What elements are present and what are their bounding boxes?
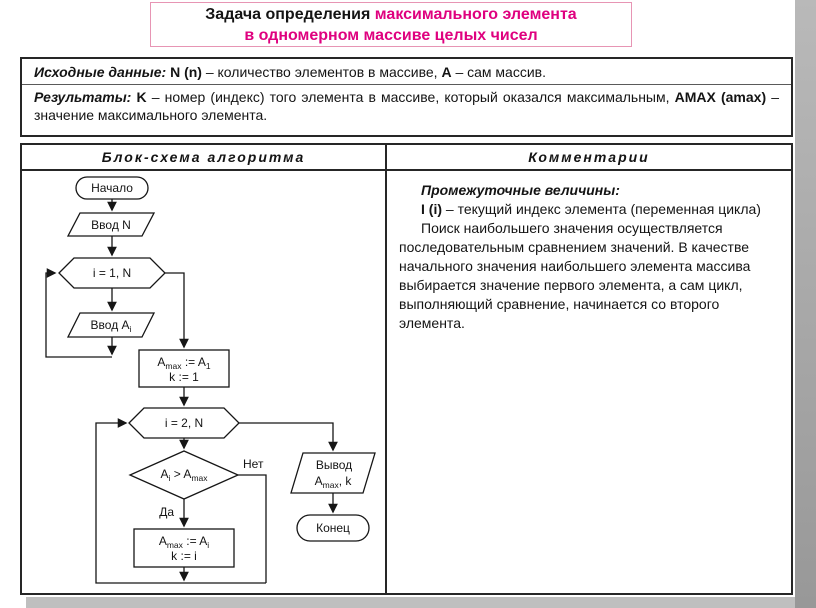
comments-paragraph: Поиск наибольшего значения осуществляется последовательным сравнением значений. В качестве начального значения наибольшего элемента массива выбирается значение первого элемента, а сам цикл, выполняющий сравнение, начинается со второго элемента. [399,220,751,331]
flowchart-svg [22,171,383,595]
results-text-1: – номер (индекс) того элемента в массиве, который оказался максимальным, [151,89,670,105]
start-label: Начало [91,181,133,195]
flow-arrows [46,199,333,583]
flowchart-canvas [22,171,385,595]
results-var-amax: AMAX (amax) [674,89,767,105]
flowchart-node-input-n [68,213,154,236]
comments-column [387,145,791,593]
results-text-2: – значение максимального элемента. [34,89,780,123]
results-label: Результаты: [34,89,132,105]
results-row [22,85,791,124]
flowchart-column-header: Блок-схема алгоритма [22,145,385,171]
source-var-n: N (n) [170,64,202,80]
info-box [20,57,793,137]
source-data-row [22,59,791,84]
flowchart-node-output [291,453,375,493]
loop1-label: i = 1, N [92,266,132,280]
decision-label: $A_i > A_{max}$ [160,467,208,483]
results-var-k: K [136,89,147,105]
init-line1: $A_{max}$ := $A_1$ [157,355,211,371]
source-var-a: A [441,64,452,80]
input-ai-label: Ввод $A_i$ [90,318,132,334]
loop2-label: i = 2, N [164,416,204,430]
title-line1-accent: максимального элемента [374,5,577,23]
title-line2: в одномерном массиве целых чисел [244,26,538,44]
end-label: Конец [316,521,350,535]
comments-column-header: Комментарии [387,145,791,171]
output-line2: $A_{max}$, k [314,474,352,490]
source-data-label: Исходные данные: [34,64,167,80]
arrow-loop2-exit-to-output [239,423,333,450]
yes-branch-label: Да [159,505,174,519]
output-line1: Вывод [315,458,353,472]
flowchart-column [22,145,387,593]
flowchart-node-start [76,177,148,199]
arrow-loop1-exit-to-init [165,273,184,347]
source-text-2: – сам массив. [455,64,546,80]
scan-edge-bottom [26,597,795,608]
flowchart-node-loop1 [59,258,165,288]
flowchart-node-update [134,529,234,567]
scan-edge-right [795,0,816,608]
input-n-label: Ввод N [91,218,131,232]
flowchart-node-loop2 [129,408,239,438]
flowchart-node-decision [130,451,238,499]
no-branch-label: Нет [243,457,264,471]
update-line1: $A_{max}$ := $A_i$ [158,534,210,550]
flowchart-node-init [139,350,229,387]
comments-body [387,171,791,593]
main-box [20,143,793,595]
init-line2: k := 1 [169,370,199,384]
title-line1-black: Задача определения [205,5,371,23]
comments-variable-desc: – текущий индекс элемента (переменная цикла) [445,201,761,217]
flowchart-node-end [297,515,369,541]
comments-variable-line [399,200,775,219]
update-line2: k := i [171,549,197,563]
comments-heading: Промежуточные величины: [421,182,620,198]
flowchart-node-input-ai [68,313,154,337]
title-line1 [205,4,576,25]
comments-variable: I (i) [421,201,442,217]
source-text-1: – количество элементов в массиве, [205,64,438,80]
arrow-no-branch [238,475,266,583]
title-box [150,2,632,47]
